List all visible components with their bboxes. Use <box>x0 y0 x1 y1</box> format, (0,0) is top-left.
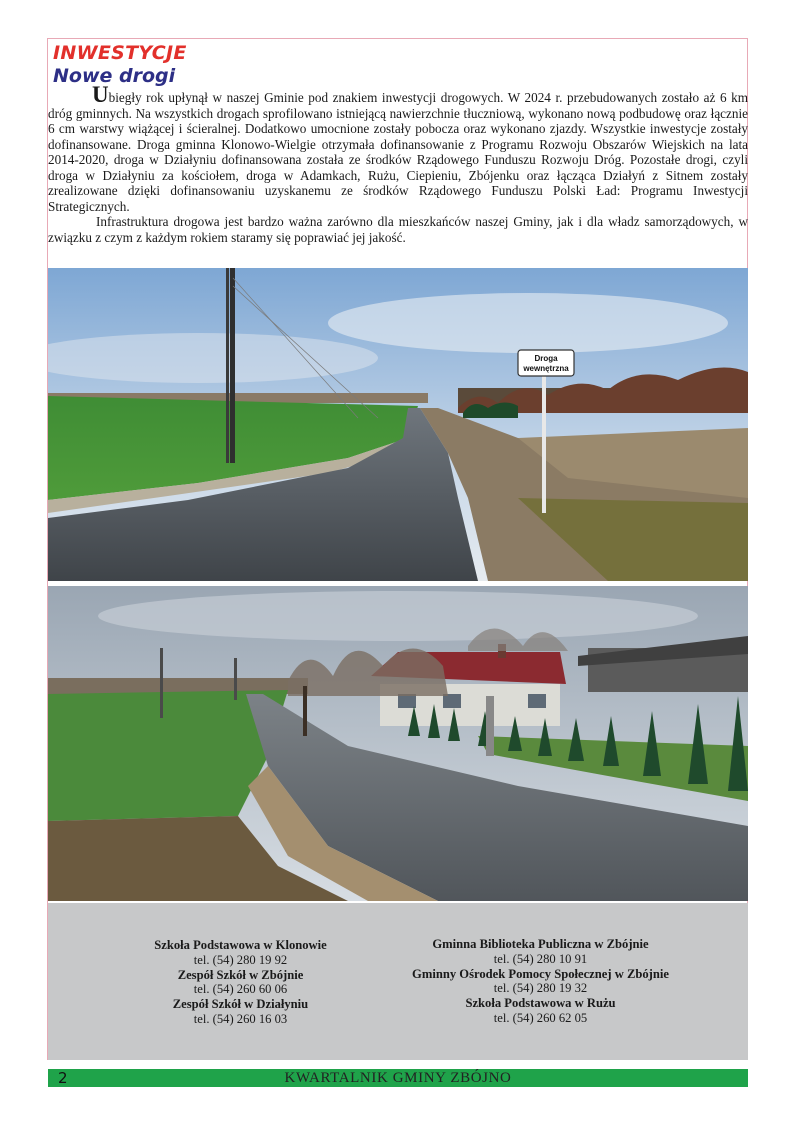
contact-name: Szkoła Podstawowa w Rużu <box>465 996 616 1011</box>
page-number: 2 <box>58 1069 68 1087</box>
contact-phone: tel. (54) 280 19 32 <box>493 981 588 996</box>
contact-name: Gminny Ośrodek Pomocy Społecznej w Zbójnie <box>412 966 669 981</box>
contact-name: Gminna Biblioteka Publiczna w Zbójnie <box>432 937 649 951</box>
section-heading: INWESTYCJE <box>53 42 187 64</box>
contact-phone: tel. (54) 280 10 91 <box>493 951 588 966</box>
contact-name: Szkoła Podstawowa w Klonowie <box>154 938 327 952</box>
drop-cap: U <box>92 82 109 107</box>
article-title: Nowe drogi <box>53 65 176 87</box>
article-paragraph-1 <box>48 82 748 214</box>
contact-name: Zespół Szkół w Działyniu <box>172 997 309 1012</box>
contact-phone: tel. (54) 260 60 06 <box>193 982 288 997</box>
article-paragraph-2: Infrastruktura drogowa jest bardzo ważna zarówno dla mieszkańców naszej Gminy, jak i dla władz samorządowych, w związku z czym z każdym rokiem staramy się poprawiać jej jakość. <box>48 214 748 245</box>
road-photo-2-image <box>48 586 748 901</box>
road-photo-2 <box>48 586 748 901</box>
contacts-box <box>48 903 748 1060</box>
sign-line-2: wewnętrzna <box>523 364 569 373</box>
contacts-left <box>118 938 363 1027</box>
road-photo-1 <box>48 268 748 581</box>
contact-phone: tel. (54) 260 62 05 <box>493 1010 588 1025</box>
contacts-right <box>393 937 688 1026</box>
article-body <box>48 82 748 245</box>
contact-name: Zespół Szkół w Zbójnie <box>177 967 304 982</box>
contact-phone: tel. (54) 280 19 92 <box>193 952 288 967</box>
journal-title: KWARTALNIK GMINY ZBÓJNO <box>284 1070 512 1086</box>
contact-phone: tel. (54) 260 16 03 <box>193 1011 288 1026</box>
footer-bar <box>48 1069 748 1087</box>
road-photo-1-image <box>48 268 748 581</box>
sign-line-1: Droga <box>534 354 558 363</box>
paragraph-1-text: biegły rok upłynął w naszej Gminie pod znakiem inwestycji drogowych. W 2024 r. przebudowanych zostało aż 6 km dróg gminnych. Na wszystkich drogach sprofilowano istniejącą nawierzchnie tłuczniową, wykonano nową podbudowę oraz łącznie 6 cm warstwy wiążącej i ścieralnej. Dodatkowo umocnione zostały pobocza oraz wykonano zjazdy. Wszystkie inwestycje zostały dofinansowane. Droga gminna Klonowo-Wielgie otrzymała dofinansowanie z Programu Rozwoju Obszarów Wiejskich na lata 2014-2020, droga w Działyniu dofinansowana została ze środków Rządowego Funduszu Rozwoju Dróg. Pozostałe drogi, czyli droga w Działyniu za kościołem, droga w Adamkach, Rużu, Ciepieniu, Zbójenku oraz łącząca Działyń z Sitnem zostały zrealizowane dzięki dofinansowaniu uzyskanemu ze środków Rządowego Funduszu Polski Ład: Programu Inwestycji Strategicznych. <box>48 90 748 214</box>
